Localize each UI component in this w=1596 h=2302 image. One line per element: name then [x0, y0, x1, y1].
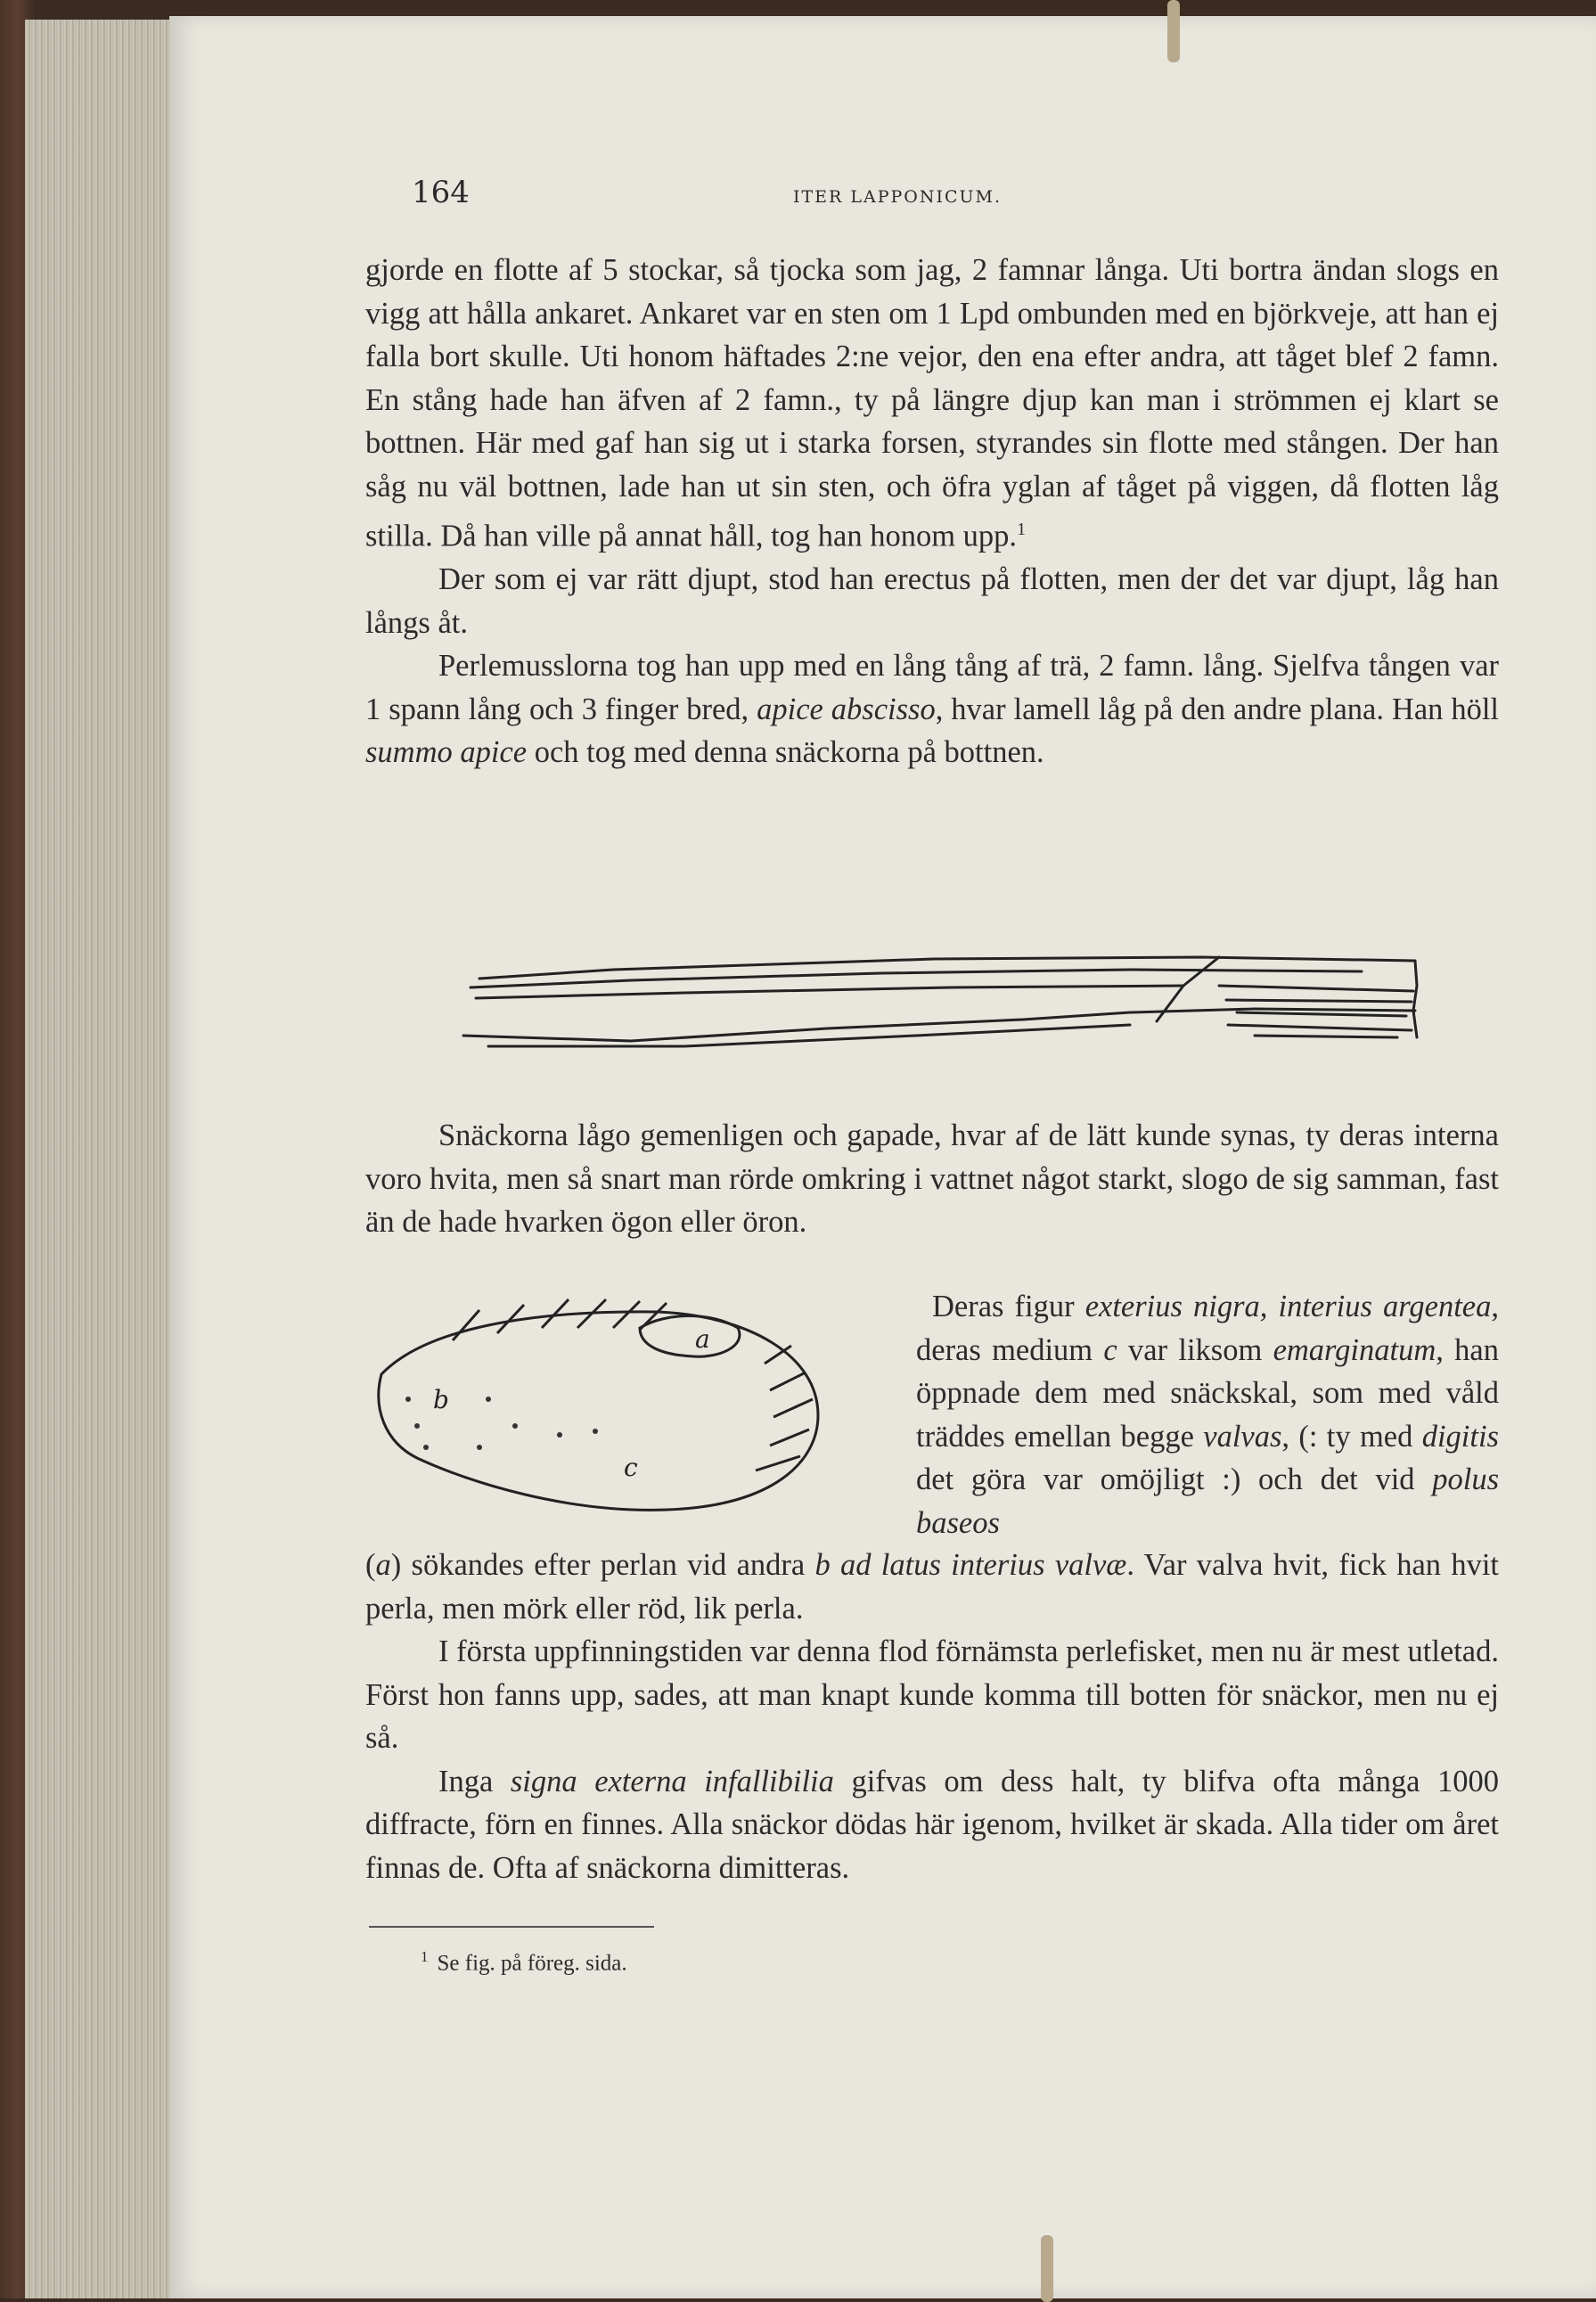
paragraph-7 — [365, 1760, 1499, 1890]
paragraph-4: Snäckorna lågo gemenligen och gapade, hvar af de lätt kunde synas, ty deras interna voro hvita, men så snart man rörde omkring i vattnet något starkt, slogo de sig samman, fast än de hade hvarken ögon eller öron. — [365, 1118, 1499, 1239]
p7-text-2: gifvas om dess halt, ty blifva ofta många 1000 diffracte, förn en finnes. Alla snäckor dödas här igenom, hvilket är skada. Alla tider om året finnas de. Ofta af snäckorna dimitteras. — [365, 1764, 1499, 1885]
p5-italic-1: exterius nigra, interius argentea — [1084, 1290, 1492, 1323]
paragraph-5 — [916, 1285, 1499, 1544]
paragraph-3 — [365, 644, 1499, 774]
shell-label-c: c — [624, 1453, 638, 1482]
page-number: 164 — [412, 175, 470, 210]
p5-italic-4: valvas — [1203, 1419, 1282, 1454]
p5-text-9: . Var valva hvit, fick han hvit perla, men mörk eller röd, lik perla. — [365, 1548, 1499, 1626]
footnote-marker: 1 — [421, 1948, 429, 1965]
paragraph-1-text: gjorde en flotte af 5 stockar, så tjocka som jag, 2 famnar långa. Uti bortra ändan slogs en vigg att hålla ankaret. Ankaret var en sten om 1 Lpd ombunden med en björkveje, att han ej falla bort skulle. Uti honom häftades 2:ne vejor, den ena efter andra, att tåget blef 2 famn. En stång hade han äfven af 2 famn., ty på längre djup kan man i strömmen ej klart se bottnen. Här med gaf han sig ut i starka forsen, styrandes sin flotte med stången. Der han såg nu väl bottnen, lade han ut sin sten, och öfra yglan af tåget på viggen, då flotten låg stilla. Då han ville på annat håll, tog han honom upp. — [365, 253, 1499, 553]
p5-italic-2: c — [1103, 1332, 1117, 1367]
text-block-lower — [365, 1544, 1499, 1889]
p5-text-8: ) sökandes efter perlan vid andra — [390, 1548, 815, 1582]
p7-text-1: Inga — [438, 1764, 511, 1798]
p5-text-6: det göra var omöjligt :) och det vid — [916, 1462, 1433, 1496]
footnote-divider — [369, 1926, 654, 1928]
p5-text-4: , han öppnade dem med snäckskal, som med våld träddes emellan begge — [916, 1332, 1499, 1454]
p7-italic-1: signa externa infallibilia — [510, 1764, 834, 1798]
shell-label-a: a — [695, 1324, 710, 1354]
mussel-shell-illustration — [372, 1292, 845, 1524]
bookmark-ribbon-top — [1167, 0, 1180, 62]
p5-text-5: , (: ty med — [1281, 1419, 1422, 1454]
paragraph-1 — [365, 249, 1499, 558]
p5-italic-8: b ad latus interius valvæ — [814, 1548, 1127, 1582]
tong-illustration — [453, 923, 1424, 1066]
footnote-ref: 1 — [1017, 520, 1027, 539]
p5-italic-6: polus baseos — [916, 1462, 1499, 1540]
p3-text-1: Perlemusslorna tog han upp med en lång tång af trä, 2 famn. lång. Sjelfva tången var 1 spann lång och 3 finger bred, — [365, 649, 1499, 726]
p3-italic-2: summo apice — [365, 735, 528, 769]
text-block-upper — [365, 249, 1499, 774]
paragraph-5-continued — [365, 1544, 1499, 1630]
p3-text-2: , hvar lamell låg på den andre plana. Han höll — [935, 692, 1499, 726]
p5-text-7: ( — [365, 1548, 376, 1582]
text-block-middle — [365, 1114, 1499, 1244]
running-title: ITER LAPPONICUM. — [793, 187, 1003, 207]
p5-italic-3: emarginatum — [1273, 1332, 1436, 1367]
p5-text-3: var liksom — [1117, 1332, 1273, 1367]
p3-italic-1: apice abscisso — [757, 692, 936, 726]
page-edges — [25, 20, 176, 2298]
text-block-beside-figure — [916, 1285, 1499, 1544]
p5-text-1: Deras figur — [932, 1290, 1085, 1323]
footnote-text: Se fig. på föreg. sida. — [437, 1951, 627, 1976]
p5-text-2: , deras medium — [916, 1290, 1499, 1367]
page-header — [412, 175, 1214, 219]
shell-label-b: b — [433, 1385, 449, 1414]
p3-text-3: och tog med denna snäckorna på bottnen. — [527, 735, 1044, 769]
paragraph-6: I första uppfinningstiden var denna flod förnämsta perlefisket, men nu är mest utletad. Först hon fanns upp, sades, att man knapt kunde komma till botten för snäckor, men nu ej så. — [365, 1634, 1499, 1755]
bookmark-ribbon-bottom — [1041, 2235, 1053, 2302]
paragraph-2: Der som ej var rätt djupt, stod han erectus på flotten, men der det var djupt, låg han långs åt. — [365, 562, 1499, 640]
p5-italic-5: digitis — [1421, 1419, 1499, 1454]
p5-italic-7: a — [375, 1548, 391, 1582]
footnote — [421, 1948, 627, 1976]
